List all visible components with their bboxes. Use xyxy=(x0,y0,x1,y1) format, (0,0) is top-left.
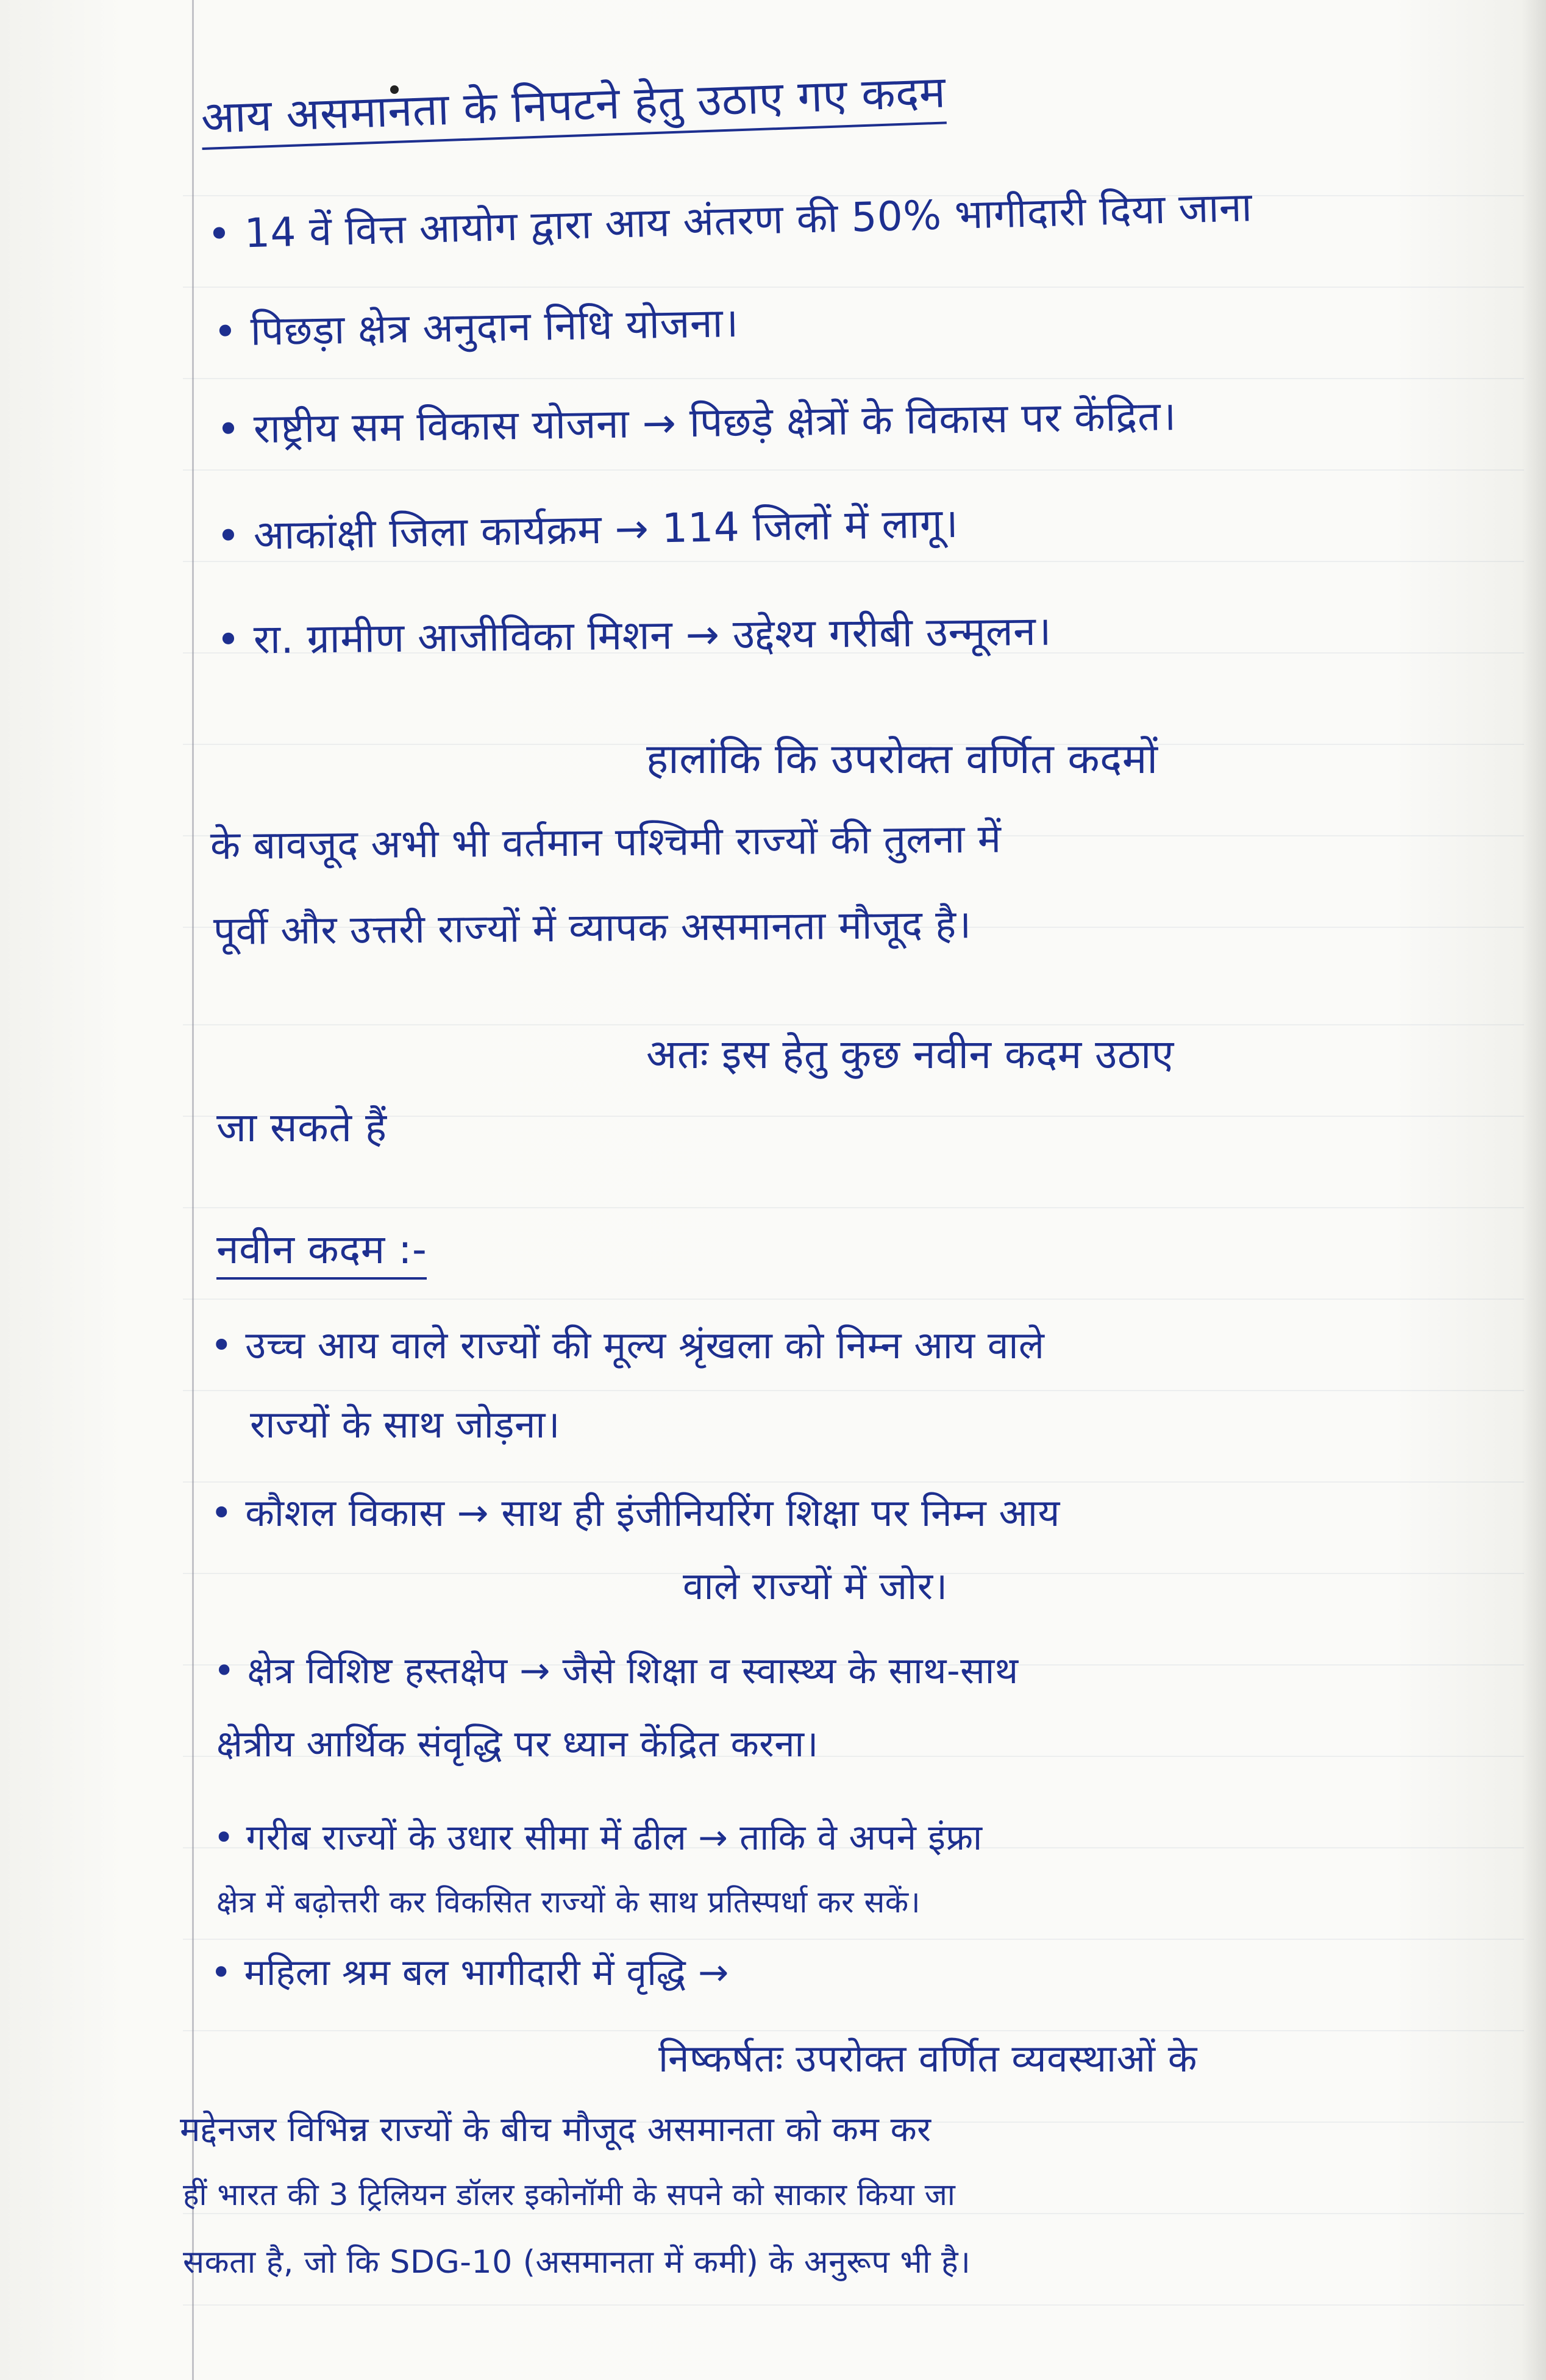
new-step-5-line-1: • महिला श्रम बल भागीदारी में वृद्धि → xyxy=(210,1951,729,1994)
bullet-text: महिला श्रम बल भागीदारी में वृद्धि → xyxy=(244,1951,729,1994)
bullet-item-5: • रा. ग्रामीण आजीविका मिशन → उद्देश्य गरीबी उन्मूलन। xyxy=(216,607,1052,663)
conclusion-line-4: सकता है, जो कि SDG-10 (असमानता में कमी) के अनुरूप भी है। xyxy=(183,2244,971,2281)
ruled-line xyxy=(183,1939,1524,1940)
ruled-line xyxy=(183,378,1524,379)
ruled-line xyxy=(183,2304,1524,2306)
page-edge-shadow xyxy=(1522,0,1546,2380)
ruled-line xyxy=(183,2213,1524,2214)
ruled-line xyxy=(183,287,1524,288)
bullet-text: राष्ट्रीय सम विकास योजना → पिछड़े क्षेत्रों के विकास पर केंद्रित। xyxy=(253,393,1177,453)
ruled-line xyxy=(183,1390,1524,1391)
new-step-3-line-2: क्षेत्रीय आर्थिक संवृद्धि पर ध्यान केंद्रित करना। xyxy=(216,1723,819,1765)
new-step-4-line-2: क्षेत्र में बढ़ोत्तरी कर विकसित राज्यों के साथ प्रतिस्पर्धा कर सकें। xyxy=(216,1884,921,1920)
paragraph-1-line-2: के बावजूद अभी भी वर्तमान पश्चिमी राज्यों की तुलना में xyxy=(210,816,1002,869)
ruled-line xyxy=(183,1207,1524,1208)
paragraph-1-line-1: हालांकि कि उपरोक्त वर्णित कदमों xyxy=(646,735,1158,783)
bullet-text: पिछड़ा क्षेत्र अनुदान निधि योजना। xyxy=(250,299,739,355)
paragraph-1-line-3: पूर्वी और उत्तरी राज्यों में व्यापक असमानता मौजूद है। xyxy=(213,902,972,954)
new-step-1-line-2: राज्यों के साथ जोड़ना। xyxy=(250,1402,560,1447)
bullet-text: गरीब राज्यों के उधार सीमा में ढील → ताकि वे अपने इंफ्रा xyxy=(246,1817,983,1858)
conclusion-line-3: हीं भारत की 3 ट्रिलियन डॉलर इकोनॉमी के सपने को साकार किया जा xyxy=(183,2177,956,2212)
conclusion-line-2: मद्देनजर विभिन्न राज्यों के बीच मौजूद असमानता को कम कर xyxy=(180,2110,932,2150)
bullet-text: उच्च आय वाले राज्यों की मूल्य श्रृंखला को निम्न आय वाले xyxy=(245,1323,1045,1367)
bullet-item-2: • पिछड़ा क्षेत्र अनुदान निधि योजना। xyxy=(213,299,739,355)
ruled-line xyxy=(183,469,1524,471)
conclusion-line-1: निष्कर्षतः उपरोक्त वर्णित व्यवस्थाओं के xyxy=(658,2036,1197,2081)
new-step-2-line-1: • कौशल विकास → साथ ही इंजीनियरिंग शिक्षा पर निम्न आय xyxy=(210,1491,1060,1535)
bullet-text: रा. ग्रामीण आजीविका मिशन → उद्देश्य गरीबी उन्मूलन। xyxy=(253,607,1052,663)
paragraph-2-line-1: अतः इस हेतु कुछ नवीन कदम उठाए xyxy=(646,1031,1174,1078)
page-heading: आय असमानता के निपटने हेतु उठाए गए कदम xyxy=(200,65,947,150)
bullet-item-1: • 14 वें वित्त आयोग द्वारा आय अंतरण की 50% भागीदारी दिया जाना xyxy=(206,183,1253,258)
ruled-line xyxy=(183,1299,1524,1300)
ruled-line xyxy=(183,1024,1524,1025)
ruled-line xyxy=(183,2030,1524,2031)
new-step-1-line-1: • उच्च आय वाले राज्यों की मूल्य श्रृंखला को निम्न आय वाले xyxy=(210,1323,1045,1367)
ruled-line xyxy=(183,1481,1524,1483)
paragraph-2-line-2: जा सकते हैं xyxy=(216,1104,387,1151)
bullet-item-3: • राष्ट्रीय सम विकास योजना → पिछड़े क्षेत्रों के विकास पर केंद्रित। xyxy=(216,393,1177,453)
new-step-3-line-1: • क्षेत्र विशिष्ट हस्तक्षेप → जैसे शिक्षा व स्वास्थ्य के साथ-साथ xyxy=(213,1650,1019,1692)
new-step-2-line-2: वाले राज्यों में जोर। xyxy=(683,1564,948,1608)
margin-line xyxy=(192,0,194,2380)
bullet-text: क्षेत्र विशिष्ट हस्तक्षेप → जैसे शिक्षा व स्वास्थ्य के साथ-साथ xyxy=(247,1650,1019,1692)
bullet-text: कौशल विकास → साथ ही इंजीनियरिंग शिक्षा पर निम्न आय xyxy=(245,1491,1060,1535)
bullet-text: आकांक्षी जिला कार्यक्रम → 114 जिलों में लागू। xyxy=(253,499,959,559)
new-step-4-line-1: • गरीब राज्यों के उधार सीमा में ढील → ताकि वे अपने इंफ्रा xyxy=(213,1817,983,1858)
ruled-line xyxy=(183,561,1524,562)
section-subheading: नवीन कदम :- xyxy=(216,1225,427,1280)
bullet-item-4: • आकांक्षी जिला कार्यक्रम → 114 जिलों में लागू। xyxy=(216,499,959,560)
bullet-text: 14 वें वित्त आयोग द्वारा आय अंतरण की 50% भागीदारी दिया जाना xyxy=(243,183,1253,257)
